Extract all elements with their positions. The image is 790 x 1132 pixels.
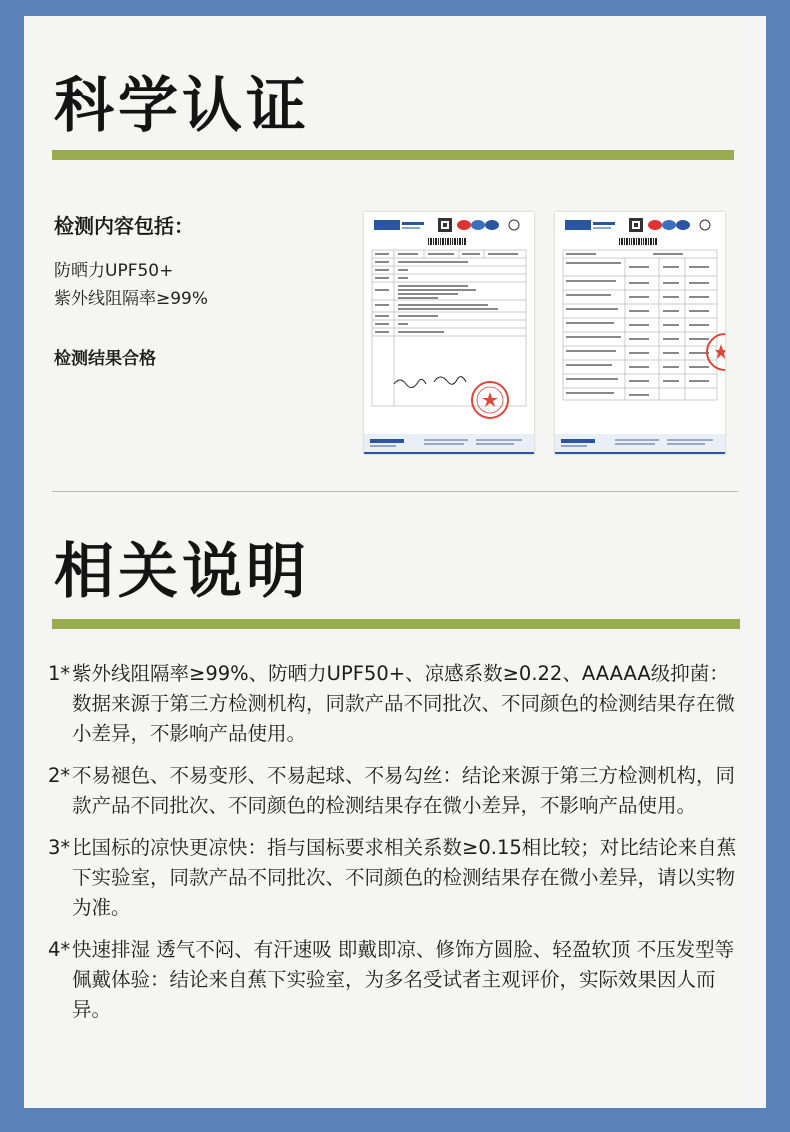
note-text: 不易褪色、不易变形、不易起球、不易勾丝：结论来源于第三方检测机构，同款产品不同批次、不同颜色的检测结果存在微小差异，不影响产品使用。 bbox=[72, 764, 736, 817]
test-item-uv-block: 紫外线阻隔率≥99% bbox=[54, 289, 209, 309]
test-report-page-2-image bbox=[555, 212, 725, 454]
notes-list bbox=[48, 659, 744, 1037]
note-number: 2* bbox=[48, 764, 71, 787]
test-report-page-1-image bbox=[364, 212, 534, 454]
note-item bbox=[48, 761, 744, 821]
section-divider bbox=[52, 491, 738, 492]
note-item bbox=[48, 833, 744, 923]
test-result-text: 检测结果合格 bbox=[54, 349, 156, 369]
note-text: 比国标的凉快更凉快：指与国标要求相关系数≥0.15相比较；对比结论来自蕉下实验室，同款产品不同批次、不同颜色的检测结果存在微小差异，请以实物为准。 bbox=[72, 836, 737, 919]
content-card bbox=[24, 16, 766, 1108]
note-item bbox=[48, 935, 744, 1025]
section-title-certification: 科学认证 bbox=[54, 71, 310, 141]
note-text: 紫外线阻隔率≥99%、防晒力UPF50+、凉感系数≥0.22、AAAAA级抑菌：数据来源于第三方检测机构，同款产品不同批次、不同颜色的检测结果存在微小差异，不影响产品使用。 bbox=[72, 662, 736, 745]
note-text: 快速排湿 透气不闷、有汗速吸 即戴即凉、修饰方圆脸、轻盈软顶 不压发型等佩戴体验：结论来自蕉下实验室，为多名受试者主观评价，实际效果因人而异。 bbox=[72, 938, 735, 1021]
test-content-heading: 检测内容包括： bbox=[54, 214, 194, 238]
note-number: 1* bbox=[48, 662, 71, 685]
section-title-notes: 相关说明 bbox=[54, 537, 310, 607]
test-item-upf: 防晒力UPF50+ bbox=[54, 261, 174, 281]
title-underline-bar bbox=[52, 150, 734, 160]
note-number: 3* bbox=[48, 836, 71, 859]
note-number: 4* bbox=[48, 938, 71, 961]
title-underline-bar-notes bbox=[52, 619, 740, 629]
note-item bbox=[48, 659, 744, 749]
